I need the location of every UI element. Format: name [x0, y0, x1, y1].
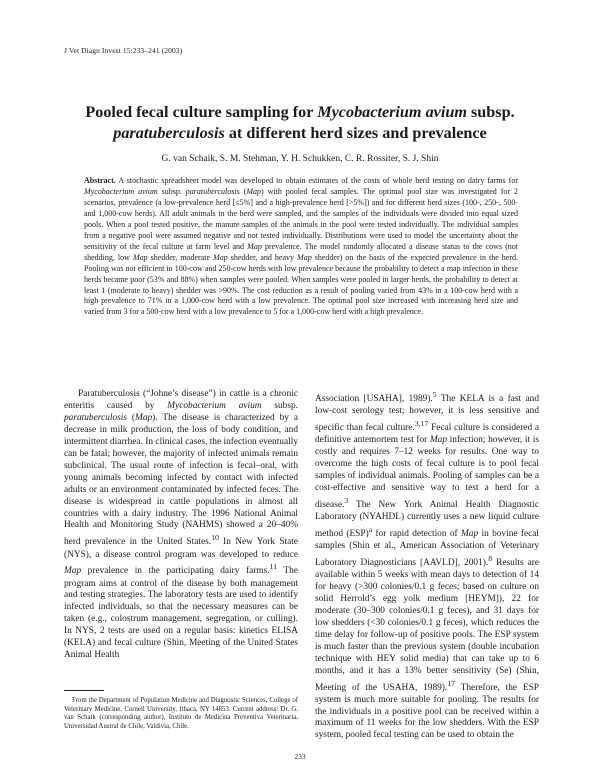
abstract-italic: Mycobacterium avium [84, 186, 158, 196]
body-text: Paratuberculosis (“Johne’s disease”) in cattle is a chronic enteritis caused by [64, 389, 298, 411]
title-text-2: subsp. [466, 103, 515, 121]
body-text: Association [USAHA], 1989). [315, 394, 433, 405]
body-column-left [64, 389, 298, 662]
abstract-italic: Map [297, 252, 312, 262]
abstract-text: shedder) on the basis of the expected prevalence in the herd. Pooling was not efficient in 100-cow and 250-cow herds with low prevalence because the probability to detect a map infection in these herds became poor (53% and 88%) when samples were pooled. When samples were pooled in larger herds, the probability to detect at least 1 (moderate to heavy) shedder was >90%. The cost reduction as a result of pooling varied from 43% in a 100-cow herd with a high prevalence to 71% in a 1,000-cow herd with a low prevalence. The optimal pool size increased with increasing herd size and varied from 3 for a 500-cow herd with a low prevalence to 5 for a 1,000-cow herd with a high prevalence. [84, 252, 519, 317]
body-text: ( [126, 412, 136, 423]
body-text: In New York State (NYS), a disease control program was developed to reduce [64, 537, 298, 560]
citation-superscript: 17 [447, 678, 456, 688]
article-title [60, 102, 540, 144]
body-italic: Map [64, 566, 82, 577]
author-list: G. van Schaik, S. M. Stehman, Y. H. Schukken, C. R. Rossiter, S. J. Shin [161, 154, 439, 164]
citation-superscript: 8 [488, 553, 493, 563]
abstract-italic: Map [132, 252, 148, 262]
body-italic: Map [429, 435, 448, 446]
affiliation-footnote: From the Department of Population Medicine and Diagnostic Sciences, College of Veterinary Medicine, Cornell University, Ithaca, NY 14853. Current address: Dr. G. van Schaik (corresponding author), Instituto de Medicina Preventiva Veterinaria, Universidad Austral de Chile, Valdivia, Chile. [64, 697, 298, 730]
abstract-text: ) with pooled fecal samples. The optimal pool size was investigated for 2 scenarios, prevalence (a low-prevalence herd [≤5%] and a high-prevalence herd [>5%]) and for different herd sizes (100-, 250-, 500- and 1,000-cow herds). All adult animals in the herd were sampled, and the samples of the individuals were divided into equal sized pools. When a pool tested positive, the manure samples of the animals in the pool were tested individually. The individual samples from a negative pool were assumed negative and not tested individually. Distributions were used to model the uncertainty about the sensitivity of the fecal culture at farm level and [84, 186, 518, 251]
abstract-italic: Map [213, 252, 228, 262]
abstract [84, 176, 518, 318]
body-italic: Map [461, 528, 479, 539]
body-text: ). The disease is characterized by a decrease in milk production, the loss of body condition, and intermittent diarrhea. In clinical cases, the infection eventually can be fatal; however, the majority of infected animals remain subclinical. The usual route of infection is fecal–oral, with young animals becoming infected by contact with infected adults or an environment contaminated by infected feces. The disease is widespread in cattle populations in almost all countries with a dairy industry. The 1996 National Animal Health and Monitoring Study (NAHMS) showed a 20–40% herd prevalence in the United States. [64, 412, 298, 548]
title-text-1: Pooled fecal culture sampling for [85, 103, 318, 121]
title-italic-2: paratuberculosis [113, 124, 225, 142]
body-text: subsp. [261, 400, 298, 411]
body-italic: Mycobacterium avium [167, 400, 262, 411]
body-text: infection; however, it is costly and requires 7–12 weeks for results. One way to overcome the high costs of fecal culture is to pool fecal samples of individual animals. Pooling of samples can be a cost-effective and sensitive way to test a herd for a disease. [315, 435, 539, 510]
footnote-marker: a [368, 524, 373, 534]
abstract-text: ( [239, 186, 247, 196]
body-text: Fecal culture is considered a definitive antemortem test for [315, 423, 539, 446]
abstract-label: Abstract. [84, 176, 116, 185]
body-text: prevalence in the participating dairy farms. [81, 566, 270, 577]
abstract-italic: Map [246, 186, 261, 196]
abstract-text: prevalence. The model randomly allocated a disease status to the cows (not shedding, low [84, 241, 518, 262]
body-text: Results are available within 5 weeks with mean days to detection of 14 for heavy (>300 colonies/0.1 g feces; based on culture on solid Herrold’s egg yolk medium [HEYM]), 22 for moderate (30–300 colonies/0.1 g feces), and 31 days for low shedders (<30 colonies/0.1 g feces), which reduces the time delay for follow-up of positive pools. The ESP system is much faster than the previous system (double incubation technique with HEY solid media) that can take up to 6 months, and it has a 13% better sensitivity (Se) (Shin, Meeting of the USAHA, 1989). [315, 557, 539, 693]
abstract-text: shedder, moderate [147, 252, 214, 262]
body-italic: Map [135, 412, 153, 423]
body-text: Therefore, the ESP system is much more suitable for pooling. The results for the individuals in a positive pool can be received within a maximum of 11 weeks for the low shedders. With the ESP system, pooled fecal testing can be used to obtain the [315, 682, 539, 741]
body-text: The program aims at control of the disease by both management and testing strategies. The laboratory tests are used to identify infected individuals, so that the necessary measures can be taken (e.g., colostrum management, segregation, or culling). In NYS, 2 tests are used on a regular basis: kinetics ELISA (KELA) and fecal culture (Shin, Meeting of the United States Animal Health [64, 566, 298, 661]
footnote-divider [64, 690, 104, 691]
abstract-text: A stochastic spreadsheet model was developed to obtain estimates of the costs of whole herd testing on dairy farms for [115, 176, 518, 185]
page-number: 233 [294, 752, 306, 761]
body-text: for rapid detection of [372, 528, 461, 539]
title-text-3: at different herd sizes and prevalence [224, 124, 487, 142]
body-column-right [315, 389, 539, 742]
journal-reference: J Vet Diagn Invest 15:233–241 (2003) [64, 46, 183, 55]
abstract-text: subsp. [157, 186, 186, 196]
citation-superscript: 3 [344, 495, 349, 505]
body-text: The New York Animal Health Diagnostic Laboratory (NYAHDL) currently uses a new liquid culture method (ESP) [315, 499, 539, 539]
abstract-text: shedder, and heavy [227, 252, 298, 262]
title-italic-1: Mycobacterium avium [317, 103, 467, 121]
citation-superscript: 11 [269, 562, 278, 572]
body-text: The KELA is a fast and low-cost serology test; however, it is less sensitive and specific than fecal culture. [315, 394, 539, 434]
citation-superscript: 10 [211, 533, 219, 543]
body-italic: paratuberculosis [64, 412, 127, 423]
citation-superscript: 3,17 [414, 419, 429, 429]
body-text: in bovine fecal samples (Shin et al., American Association of Veterinary Laboratory Diagnosticians [AAVLD], 2001). [315, 528, 540, 568]
abstract-italic: paratuberculosis [185, 186, 240, 196]
citation-superscript: 5 [432, 390, 437, 399]
abstract-italic: Map [247, 241, 262, 251]
